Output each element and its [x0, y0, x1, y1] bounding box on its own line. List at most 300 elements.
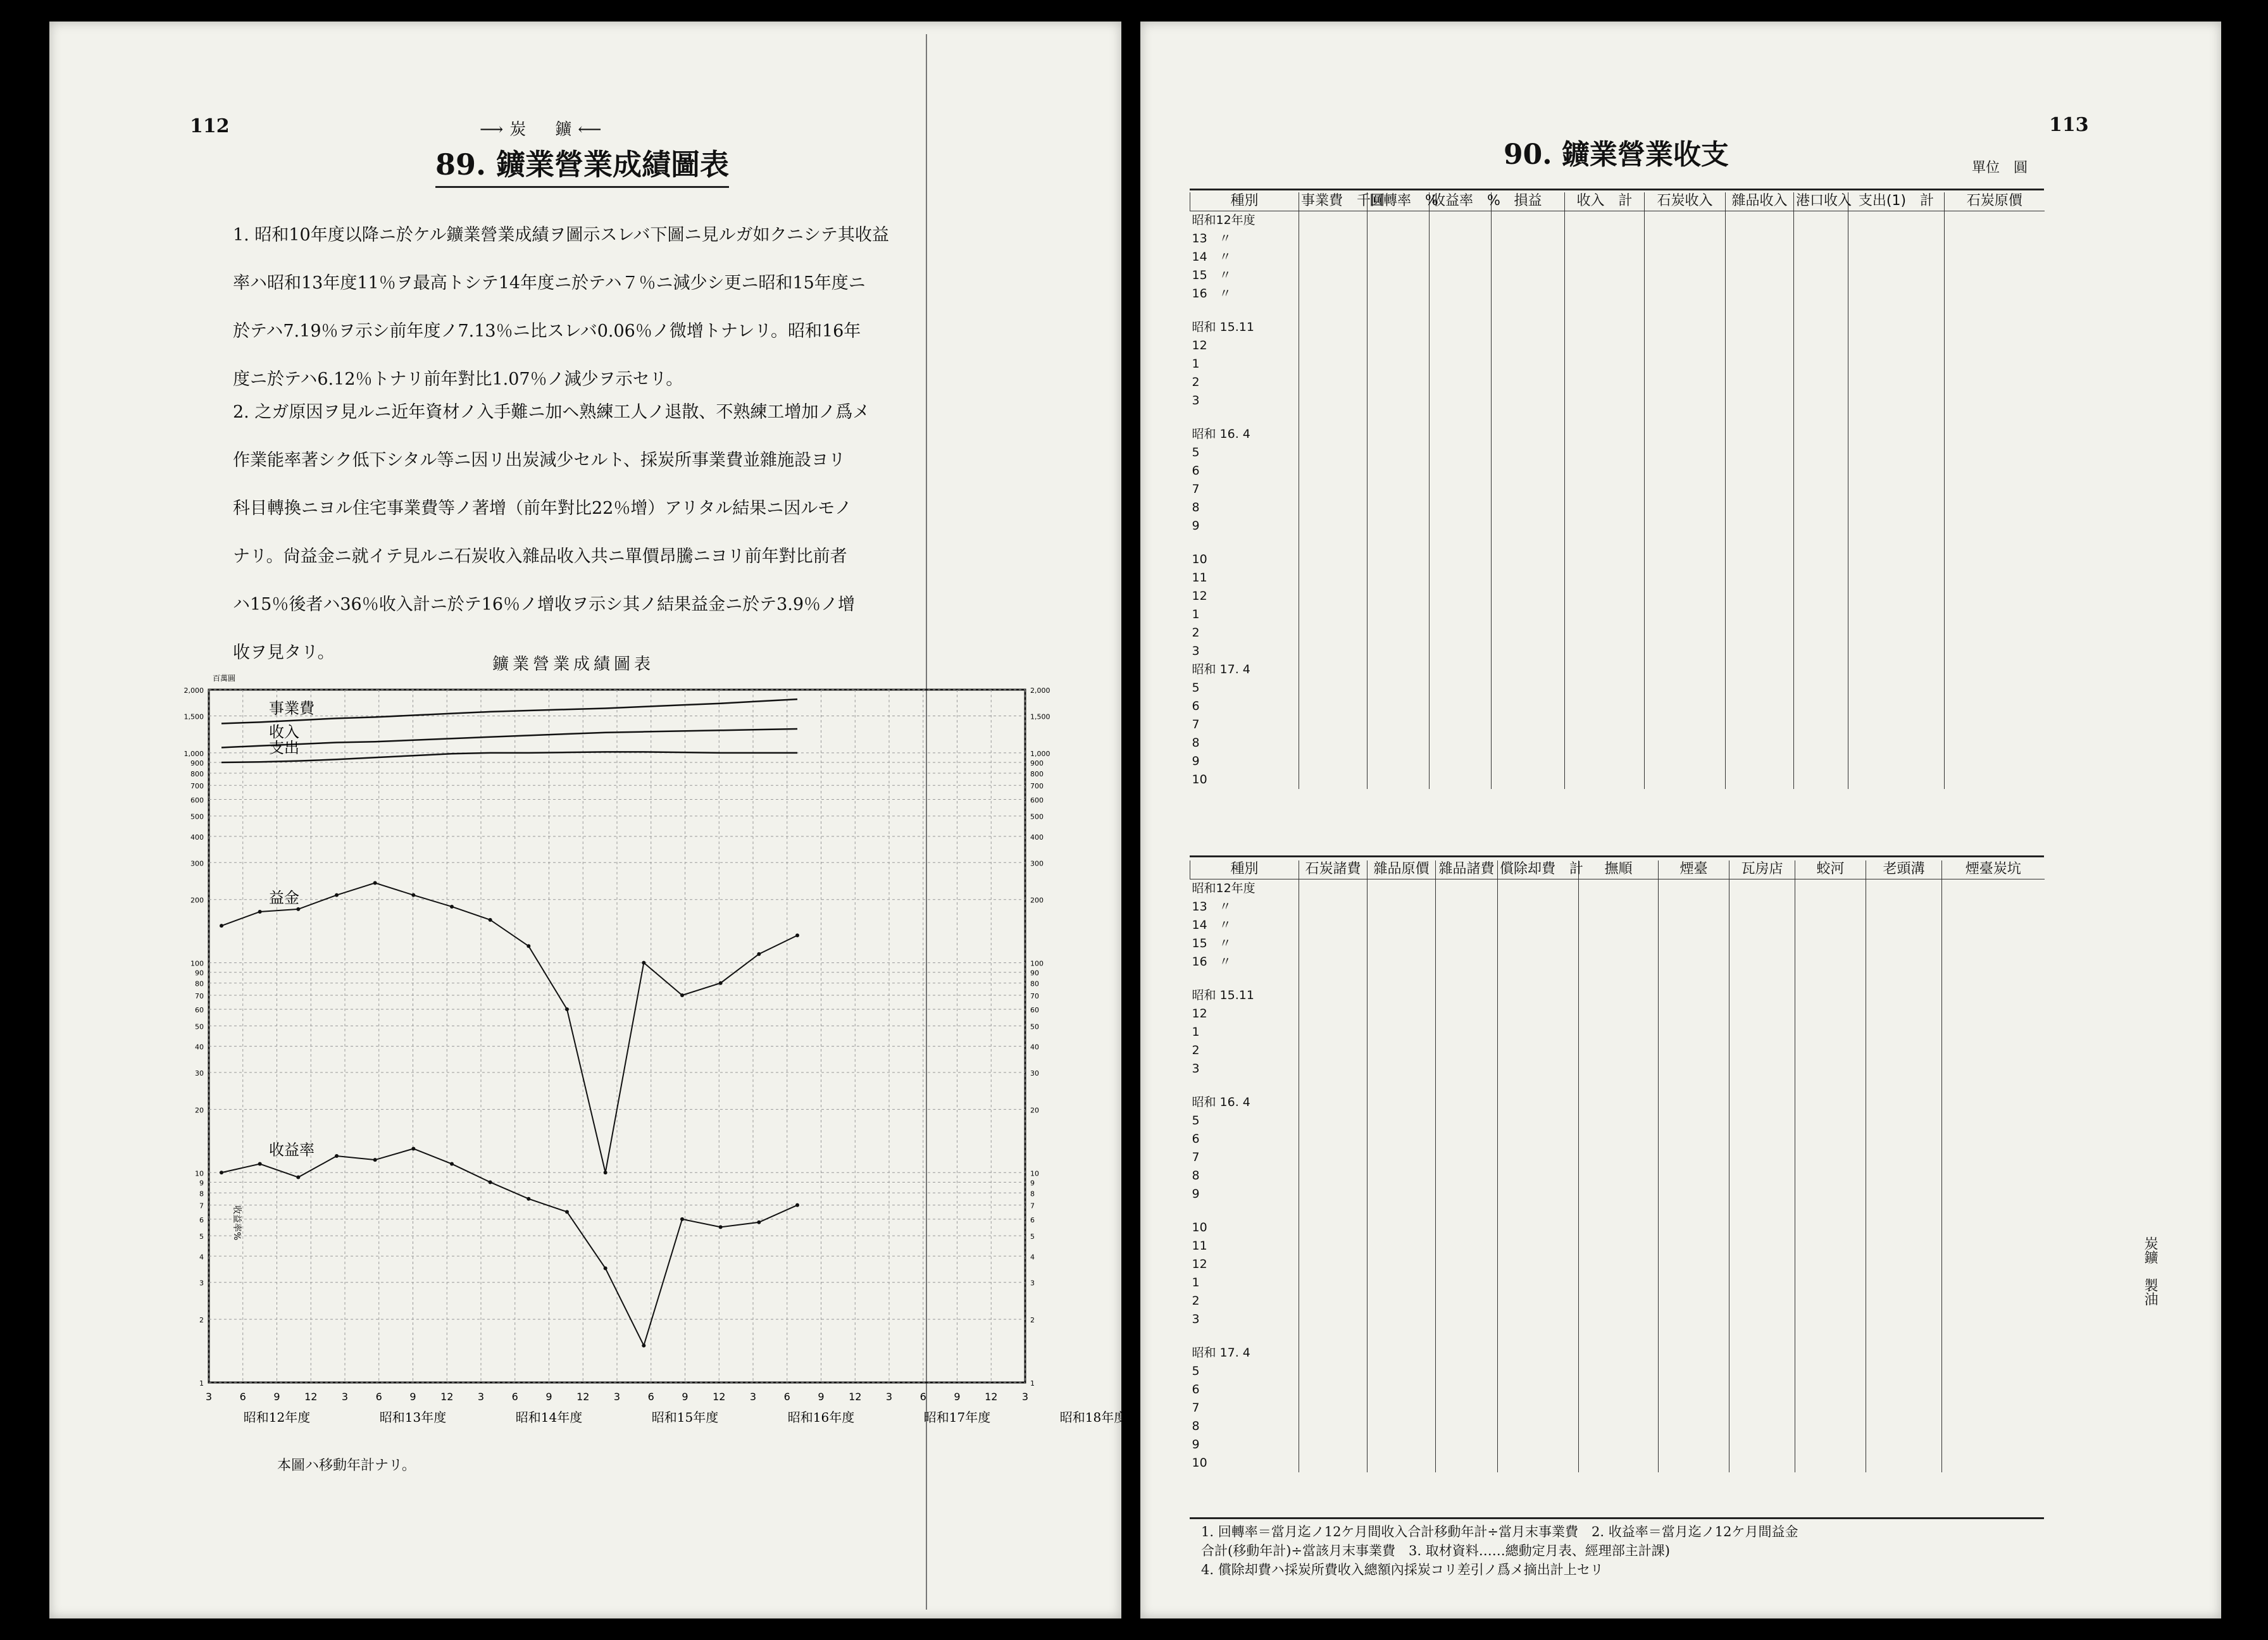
table-cell: [1942, 1148, 2045, 1167]
table-cell: [1368, 879, 1436, 898]
table-cell: [1436, 1078, 1498, 1093]
table-cell: [1726, 624, 1794, 642]
table-cell: [1942, 935, 2045, 953]
table-cell: [1299, 1148, 1368, 1167]
table-cell: [1942, 1093, 2045, 1112]
table-cell: [1848, 425, 1945, 444]
table-cell: [1795, 916, 1866, 935]
table-cell: [1579, 1093, 1659, 1112]
table-cell: [1368, 679, 1430, 697]
table-cell: [1729, 1112, 1795, 1130]
table-row: [1190, 587, 2045, 606]
table-cell: [1659, 1329, 1729, 1344]
y-tick-label: 7: [199, 1202, 204, 1210]
table-cell: [1726, 587, 1794, 606]
table-cell: [1848, 606, 1945, 624]
table-cell: [1659, 1219, 1729, 1237]
row-label: 3: [1192, 1312, 1200, 1326]
table-cell: [1299, 971, 1368, 986]
table-cell: [1848, 266, 1945, 285]
table-cell: [1945, 303, 2045, 318]
y2-tick-label: 80: [1030, 979, 1039, 988]
table-cell: [1498, 916, 1579, 935]
data-point: [642, 1344, 645, 1348]
series-line: [221, 883, 797, 1172]
table-cell: [1436, 1130, 1498, 1148]
table-cell: [1645, 480, 1726, 499]
table-cell: [1848, 499, 1945, 517]
table-cell: [1645, 752, 1726, 771]
table-cell: [1299, 1436, 1368, 1454]
table-notes: [1201, 1522, 1798, 1579]
table-cell: [1795, 1005, 1866, 1023]
table-cell: [1368, 1329, 1436, 1344]
table-cell: [1795, 1255, 1866, 1274]
table-cell: [1430, 211, 1492, 230]
table-cell: [1430, 642, 1492, 661]
row-label: 3: [1192, 393, 1200, 407]
table-cell: [1945, 642, 2045, 661]
y-tick-label: 1,000: [184, 749, 204, 758]
table-cell: [1492, 337, 1565, 355]
column-header: 老頭溝: [1866, 860, 1942, 879]
table-cell: [1565, 697, 1645, 716]
table-cell: [1795, 879, 1866, 898]
table-cell: [1368, 771, 1430, 789]
table-cell: [1299, 1023, 1368, 1041]
table-cell: [1866, 1237, 1942, 1255]
table-cell: [1565, 517, 1645, 535]
table-cell: [1866, 1148, 1942, 1167]
y2-tick-label: 2: [1030, 1316, 1035, 1325]
table-cell: [1659, 1167, 1729, 1185]
table-cell: [1368, 1219, 1436, 1237]
table-cell: [1299, 373, 1368, 392]
table-cell: [1430, 392, 1492, 410]
table-cell: [1794, 462, 1848, 480]
table-cell: [1942, 1255, 2045, 1274]
table-cell: [1795, 1310, 1866, 1329]
data-point: [565, 1210, 569, 1214]
table-row: [1190, 1023, 2045, 1041]
table-cell: [1848, 697, 1945, 716]
table-cell: [1942, 1060, 2045, 1078]
table-row: [1190, 661, 2045, 679]
table-cell: [1795, 1417, 1866, 1436]
table-cell: [1498, 1078, 1579, 1093]
table-row: [1190, 642, 2045, 661]
table-cell: [1368, 1344, 1436, 1362]
y2-tick-label: 600: [1030, 796, 1044, 805]
table-mid-rule: [1190, 855, 2044, 857]
table-cell: [1795, 1130, 1866, 1148]
table-cell: [1368, 1005, 1436, 1023]
chart-area: [158, 661, 1127, 1477]
table-cell: [1848, 444, 1945, 462]
table-cell: [1498, 1399, 1579, 1417]
table-cell: [1795, 1454, 1866, 1472]
column-header: 石炭原價: [1945, 192, 2045, 211]
table-cell: [1299, 1274, 1368, 1292]
data-point: [757, 952, 761, 956]
table-cell: [1498, 879, 1579, 898]
table-title: 90. 鑛業營業收支: [1504, 139, 1729, 171]
table-cell: [1794, 410, 1848, 425]
table-cell: [1436, 1167, 1498, 1185]
table-cell: [1430, 425, 1492, 444]
table-cell: [1565, 734, 1645, 752]
x-tick-label: 9: [545, 1391, 552, 1403]
table-cell: [1430, 355, 1492, 373]
table-cell: [1942, 1399, 2045, 1417]
table-cell: [1794, 587, 1848, 606]
table-cell: [1848, 410, 1945, 425]
table-cell: [1579, 1060, 1659, 1078]
table-row: [1190, 734, 2045, 752]
table-cell: [1565, 392, 1645, 410]
table-cell: [1866, 1185, 1942, 1203]
para-line: 於テハ7.19％ヲ示シ前年度ノ7.13％ニ比スレバ0.06％ノ微增トナレリ。昭和16年: [233, 321, 861, 341]
table-cell: [1565, 266, 1645, 285]
table-cell: [1726, 679, 1794, 697]
table-cell: [1659, 1237, 1729, 1255]
y2-tick-label: 5: [1030, 1233, 1035, 1241]
table-cell: [1659, 1454, 1729, 1472]
table-cell: [1729, 1417, 1795, 1436]
chart-title: 鑛業營業成績圖表: [492, 655, 655, 674]
data-point: [565, 1007, 569, 1011]
x-tick-label: 6: [783, 1391, 790, 1403]
table-cell: [1942, 986, 2045, 1005]
data-point: [642, 961, 645, 965]
table-cell: [1498, 1344, 1579, 1362]
table-cell: [1794, 752, 1848, 771]
table-row: [1190, 266, 2045, 285]
table-row: [1190, 1237, 2045, 1255]
table-cell: [1299, 425, 1368, 444]
running-head: ⟶炭 鑛⟵: [480, 120, 608, 139]
row-label: 昭和12年度: [1192, 881, 1256, 895]
y2-tick-label: 400: [1030, 833, 1044, 842]
table-cell: [1565, 716, 1645, 734]
table-row: [1190, 1078, 2045, 1093]
table-cell: [1659, 953, 1729, 971]
table-row: [1190, 606, 2045, 624]
table-cell: [1492, 211, 1565, 230]
table-cell: [1299, 1329, 1368, 1344]
table-cell: [1430, 462, 1492, 480]
x-tick-label: 12: [985, 1391, 998, 1403]
column-header: 石炭諸費: [1299, 860, 1368, 879]
table-cell: [1368, 1060, 1436, 1078]
table-cell: [1866, 971, 1942, 986]
table-cell: [1430, 716, 1492, 734]
table-cell: [1368, 211, 1430, 230]
table-row: [1190, 1344, 2045, 1362]
table-cell: [1368, 1454, 1436, 1472]
table-cell: [1659, 1274, 1729, 1292]
row-label: 9: [1192, 754, 1200, 768]
row-label: 3: [1192, 643, 1200, 658]
data-point: [489, 1180, 492, 1184]
table-cell: [1579, 1292, 1659, 1310]
table-cell: [1368, 266, 1430, 285]
table-cell: [1726, 697, 1794, 716]
table-row: [1190, 1130, 2045, 1148]
table-cell: [1436, 1292, 1498, 1310]
table-cell: [1645, 392, 1726, 410]
table-cell: [1299, 248, 1368, 266]
table-cell: [1645, 337, 1726, 355]
table-cell: [1430, 550, 1492, 569]
table-cell: [1368, 1130, 1436, 1148]
table-cell: [1492, 373, 1565, 392]
table-cell: [1299, 392, 1368, 410]
table-cell: [1436, 1255, 1498, 1274]
table-row: [1190, 1292, 2045, 1310]
table-cell: [1794, 771, 1848, 789]
table-cell: [1436, 1417, 1498, 1436]
table-cell: [1436, 1112, 1498, 1130]
table-cell: [1659, 1399, 1729, 1417]
y2-tick-label: 300: [1030, 859, 1044, 868]
table-cell: [1945, 569, 2045, 587]
row-label: [1190, 971, 1299, 986]
table-cell: [1945, 392, 2045, 410]
table-cell: [1368, 1362, 1436, 1381]
table-cell: [1795, 1237, 1866, 1255]
table-cell: [1795, 1167, 1866, 1185]
table-row: [1190, 953, 2045, 971]
table-cell: [1492, 303, 1565, 318]
table-cell: [1659, 1292, 1729, 1310]
table-cell: [1299, 1219, 1368, 1237]
table-cell: [1299, 1344, 1368, 1362]
table-cell: [1659, 986, 1729, 1005]
table-row: [1190, 752, 2045, 771]
table-cell: [1726, 285, 1794, 303]
table-cell: [1368, 606, 1430, 624]
table-cell: [1645, 499, 1726, 517]
table-cell: [1848, 642, 1945, 661]
table-cell: [1565, 642, 1645, 661]
table-cell: [1794, 266, 1848, 285]
data-point: [795, 1203, 799, 1207]
table-cell: [1299, 480, 1368, 499]
table-cell: [1945, 734, 2045, 752]
table-cell: [1794, 392, 1848, 410]
data-point: [450, 1162, 454, 1166]
x-year-label: 昭和16年度: [787, 1410, 855, 1425]
y2-tick-label: 20: [1030, 1106, 1039, 1115]
row-label: 6: [1192, 1382, 1200, 1396]
table-cell: [1299, 642, 1368, 661]
table-cell: [1579, 1130, 1659, 1148]
table-row: [1190, 373, 2045, 392]
table-cell: [1795, 1093, 1866, 1112]
table-cell: [1795, 935, 1866, 953]
table-cell: [1942, 1436, 2045, 1454]
column-header: 種別: [1190, 860, 1299, 879]
table-cell: [1299, 1255, 1368, 1274]
row-label: 7: [1192, 1400, 1200, 1415]
row-label: 15 〃: [1192, 936, 1231, 950]
column-header: 蛟河: [1795, 860, 1866, 879]
table-cell: [1794, 679, 1848, 697]
table-cell: [1729, 916, 1795, 935]
table-cell: [1498, 1203, 1579, 1219]
table-cell: [1794, 517, 1848, 535]
x-tick-label: 6: [375, 1391, 382, 1403]
row-label: [1190, 1078, 1299, 1093]
y2-tick-label: 50: [1030, 1022, 1039, 1031]
table-cell: [1492, 569, 1565, 587]
table-cell: [1866, 1112, 1942, 1130]
table-cell: [1579, 1399, 1659, 1417]
y-tick-label: 70: [195, 991, 204, 1000]
table-cell: [1848, 211, 1945, 230]
table-cell: [1945, 535, 2045, 550]
row-label: 12: [1192, 338, 1207, 352]
table-cell: [1729, 1005, 1795, 1023]
x-tick-label: 6: [647, 1391, 654, 1403]
table-cell: [1565, 624, 1645, 642]
table-cell: [1299, 1310, 1368, 1329]
table-row: [1190, 535, 2045, 550]
para-line: 2. 之ガ原因ヲ見ルニ近年資材ノ入手難ニ加ヘ熟練工人ノ退散、不熟練工增加ノ爲メ: [233, 402, 870, 422]
table-cell: [1579, 1255, 1659, 1274]
column-header: 事業費 千圓: [1299, 192, 1368, 211]
series-label: 收入: [269, 723, 299, 741]
row-label: 6: [1192, 1131, 1200, 1146]
x-tick-label: 12: [440, 1391, 454, 1403]
table-cell: [1945, 355, 2045, 373]
table-cell: [1795, 1219, 1866, 1237]
page-title: 89. 鑛業營業成績圖表: [435, 142, 729, 188]
table-cell: [1430, 624, 1492, 642]
table-cell: [1659, 898, 1729, 916]
table-cell: [1866, 1417, 1942, 1436]
table-cell: [1729, 1362, 1795, 1381]
table-cell: [1498, 1130, 1579, 1148]
table-cell: [1645, 425, 1726, 444]
table-cell: [1645, 355, 1726, 373]
table-cell: [1866, 1362, 1942, 1381]
table-cell: [1942, 898, 2045, 916]
table-cell: [1848, 373, 1945, 392]
table-cell: [1368, 1255, 1436, 1274]
table-cell: [1659, 935, 1729, 953]
table-cell: [1430, 444, 1492, 462]
table-cell: [1299, 752, 1368, 771]
data-point: [258, 1162, 262, 1166]
table-row: [1190, 971, 2045, 986]
table-cell: [1430, 752, 1492, 771]
table-cell: [1299, 1399, 1368, 1417]
table-row: [1190, 1274, 2045, 1292]
y-tick-label: 600: [190, 796, 204, 805]
table-cell: [1299, 1362, 1368, 1381]
table-cell: [1645, 661, 1726, 679]
table-cell: [1498, 1148, 1579, 1167]
data-point: [411, 1146, 415, 1150]
table-cell: [1848, 679, 1945, 697]
table-cell: [1795, 1399, 1866, 1417]
table-cell: [1579, 986, 1659, 1005]
table-cell: [1579, 953, 1659, 971]
table-cell: [1645, 248, 1726, 266]
table-cell: [1729, 1344, 1795, 1362]
x-tick-label: 3: [885, 1391, 893, 1403]
data-point: [220, 1171, 223, 1174]
y2-tick-label: 70: [1030, 991, 1039, 1000]
table-cell: [1794, 318, 1848, 337]
table-cell: [1436, 879, 1498, 898]
table-cell: [1299, 410, 1368, 425]
table-cell: [1659, 1130, 1729, 1148]
table-cell: [1645, 517, 1726, 535]
table-cell: [1492, 499, 1565, 517]
table-cell: [1795, 1274, 1866, 1292]
y-tick-label: 80: [195, 979, 204, 988]
table-cell: [1659, 1041, 1729, 1060]
table-cell: [1645, 550, 1726, 569]
table-cell: [1794, 425, 1848, 444]
table-cell: [1368, 971, 1436, 986]
table-cell: [1436, 1310, 1498, 1329]
table-cell: [1645, 716, 1726, 734]
data-point: [719, 1225, 723, 1229]
table-cell: [1942, 1219, 2045, 1237]
table-cell: [1498, 1237, 1579, 1255]
table-cell: [1368, 248, 1430, 266]
row-label: 5: [1192, 1364, 1200, 1378]
y-tick-label: 3: [199, 1279, 204, 1288]
table-cell: [1942, 1023, 2045, 1041]
data-point: [373, 1158, 377, 1162]
table-cell: [1492, 734, 1565, 752]
table-cell: [1795, 1041, 1866, 1060]
table-cell: [1659, 1060, 1729, 1078]
table-row: [1190, 1381, 2045, 1399]
table-cell: [1794, 606, 1848, 624]
table-cell: [1368, 935, 1436, 953]
table-cell: [1945, 425, 2045, 444]
x-tick-label: 3: [1021, 1391, 1029, 1403]
table-cell: [1498, 1292, 1579, 1310]
table-cell: [1299, 935, 1368, 953]
table-cell: [1579, 916, 1659, 935]
table-cell: [1492, 697, 1565, 716]
table-cell: [1848, 318, 1945, 337]
table-cell: [1795, 953, 1866, 971]
series-label: 收益率: [269, 1141, 315, 1159]
y-tick-label: 300: [190, 859, 204, 868]
table-cell: [1368, 1274, 1436, 1292]
table-cell: [1368, 716, 1430, 734]
table-cell: [1726, 716, 1794, 734]
table-cell: [1368, 517, 1430, 535]
data-point: [220, 924, 223, 928]
table-cell: [1794, 337, 1848, 355]
table-cell: [1942, 1310, 2045, 1329]
y-tick-label: 5: [199, 1233, 204, 1241]
table-cell: [1299, 569, 1368, 587]
x-tick-label: 6: [919, 1391, 926, 1403]
table-cell: [1866, 935, 1942, 953]
table-cell: [1659, 1417, 1729, 1436]
table-cell: [1492, 642, 1565, 661]
